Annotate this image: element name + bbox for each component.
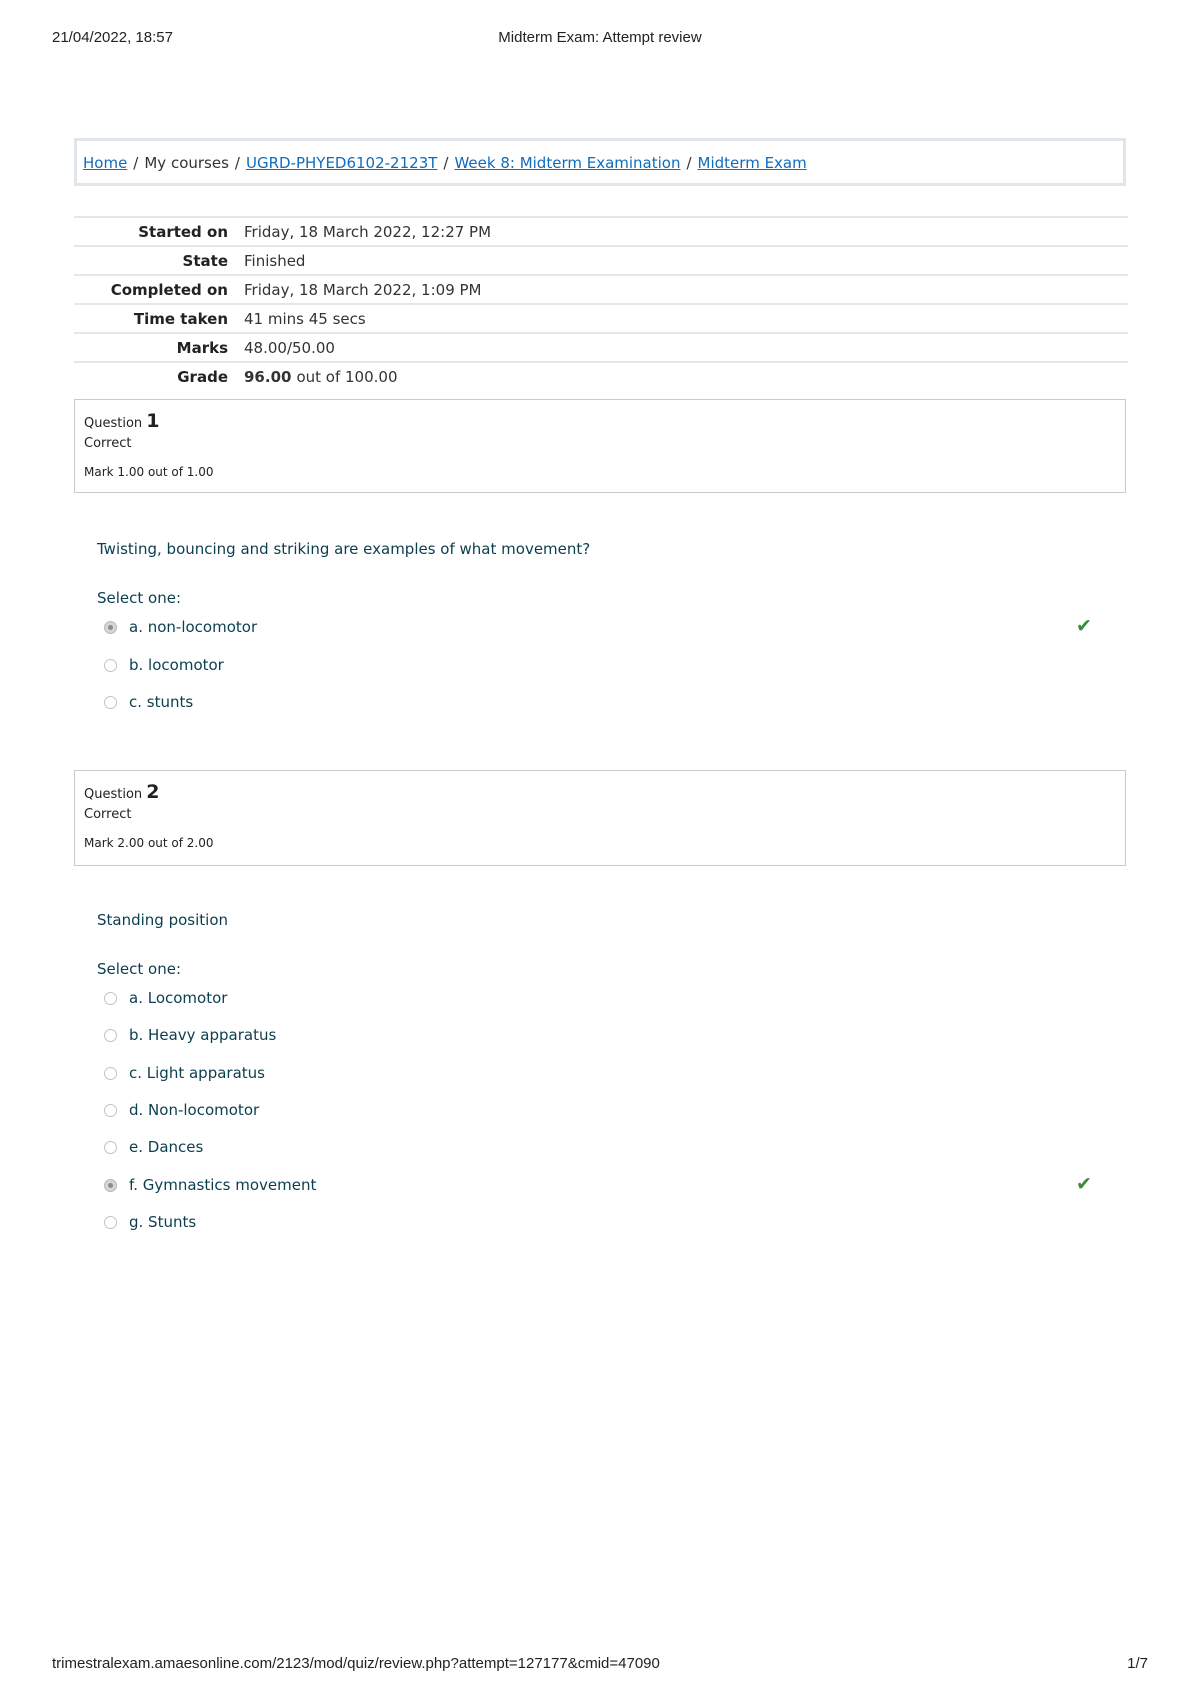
breadcrumb [74, 138, 1126, 186]
summary-value: Friday, 18 March 2022, 12:27 PM [244, 217, 1128, 246]
check-icon: ✔ [1076, 1173, 1092, 1195]
summary-row-state [74, 246, 1128, 275]
breadcrumb-separator: / [234, 154, 240, 172]
question-number [84, 410, 1116, 434]
question-grade: Mark 2.00 out of 2.00 [84, 836, 214, 850]
radio-button-selected[interactable] [104, 1179, 117, 1192]
summary-value [244, 362, 1128, 390]
answer-option-label: g. Stunts [129, 1213, 197, 1231]
summary-row-completed [74, 275, 1128, 304]
summary-value: 48.00/50.00 [244, 333, 1128, 362]
summary-label: Time taken [74, 304, 244, 333]
grade-out-of: out of 100.00 [296, 367, 398, 386]
radio-button[interactable] [104, 1067, 117, 1080]
radio-button[interactable] [104, 1141, 117, 1154]
answer-option-label: c. stunts [129, 693, 194, 711]
attempt-summary-table [74, 216, 1128, 390]
answer-option-label: a. non-locomotor [129, 618, 258, 636]
summary-label: State [74, 246, 244, 275]
answer-option-label: b. locomotor [129, 656, 224, 674]
radio-button[interactable] [104, 659, 117, 672]
breadcrumb-exam-link[interactable]: Midterm Exam [697, 154, 807, 172]
breadcrumb-home-link[interactable]: Home [83, 154, 128, 172]
question-info-1 [74, 399, 1126, 493]
radio-button-selected[interactable] [104, 621, 117, 634]
answer-option[interactable] [104, 1026, 1104, 1048]
answer-option[interactable] [104, 1101, 1104, 1123]
breadcrumb-separator: / [133, 154, 139, 172]
radio-button[interactable] [104, 1104, 117, 1117]
question-number [84, 781, 1116, 805]
answer-option-label: f. Gymnastics movement [129, 1176, 317, 1194]
answer-option-label: b. Heavy apparatus [129, 1026, 277, 1044]
question-state: Correct [84, 436, 132, 451]
answer-option-label: c. Light apparatus [129, 1064, 265, 1082]
summary-row-marks [74, 333, 1128, 362]
radio-button[interactable] [104, 696, 117, 709]
answer-option[interactable] [104, 1138, 1104, 1160]
answer-option[interactable] [104, 1064, 1104, 1086]
answer-option[interactable] [104, 615, 1104, 640]
question-state: Correct [84, 807, 132, 822]
question-info-2 [74, 770, 1126, 866]
summary-row-time [74, 304, 1128, 333]
question-label: Question [84, 416, 143, 431]
answer-option[interactable] [104, 1173, 1104, 1198]
answer-option-label: d. Non-locomotor [129, 1101, 260, 1119]
answer-option[interactable] [104, 989, 1104, 1011]
question-number-value: 2 [146, 781, 160, 803]
grade-value: 96.00 [244, 367, 292, 386]
summary-row-grade [74, 362, 1128, 390]
answer-option[interactable] [104, 656, 1104, 678]
print-page-number: 1/7 [1127, 1655, 1148, 1672]
check-icon: ✔ [1076, 615, 1092, 637]
print-title: Midterm Exam: Attempt review [498, 29, 702, 46]
select-one-prompt: Select one: [97, 589, 182, 607]
answer-option-label: e. Dances [129, 1138, 204, 1156]
summary-value: Friday, 18 March 2022, 1:09 PM [244, 275, 1128, 304]
summary-label: Marks [74, 333, 244, 362]
breadcrumb-course-link[interactable]: UGRD-PHYED6102-2123T [245, 154, 438, 172]
breadcrumb-my-courses: My courses [144, 154, 229, 172]
summary-value: Finished [244, 246, 1128, 275]
print-url: trimestralexam.amaesonline.com/2123/mod/quiz/review.php?attempt=127177&cmid=47090 [52, 1655, 660, 1672]
question-number-value: 1 [146, 410, 160, 432]
summary-label: Started on [74, 217, 244, 246]
radio-button[interactable] [104, 1216, 117, 1229]
print-footer [52, 1655, 1148, 1675]
answer-option[interactable] [104, 693, 1104, 715]
radio-button[interactable] [104, 992, 117, 1005]
summary-row-started [74, 217, 1128, 246]
summary-label: Grade [74, 362, 244, 390]
question-label: Question [84, 787, 143, 802]
summary-value: 41 mins 45 secs [244, 304, 1128, 333]
breadcrumb-separator: / [686, 154, 692, 172]
breadcrumb-separator: / [443, 154, 449, 172]
answer-option[interactable] [104, 1213, 1104, 1235]
breadcrumb-week-link[interactable]: Week 8: Midterm Examination [454, 154, 681, 172]
answer-option-label: a. Locomotor [129, 989, 228, 1007]
summary-label: Completed on [74, 275, 244, 304]
select-one-prompt: Select one: [97, 960, 182, 978]
question-text-2: Standing position [97, 911, 229, 929]
print-datetime: 21/04/2022, 18:57 [52, 29, 173, 46]
print-header [52, 29, 1148, 49]
radio-button[interactable] [104, 1029, 117, 1042]
question-grade: Mark 1.00 out of 1.00 [84, 465, 214, 479]
question-text-1: Twisting, bouncing and striking are examples of what movement? [97, 540, 591, 558]
